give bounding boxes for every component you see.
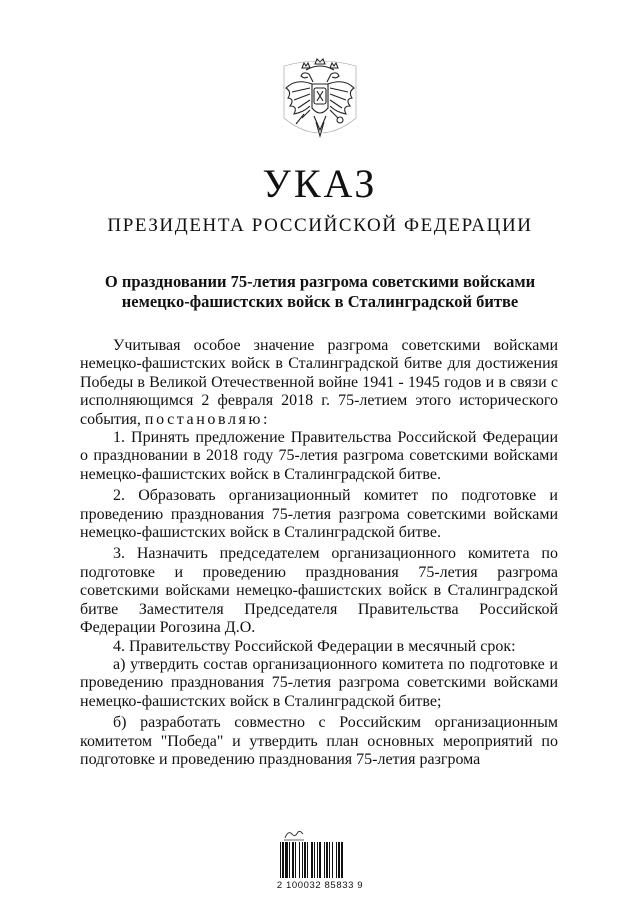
barcode-icon bbox=[279, 842, 361, 878]
item-4b: б) разработать совместно с Российским организационным комитетом "Победа" и утвердить план основных мероприятий по подготовке и проведению празднования 75-летия разгрома bbox=[80, 714, 558, 768]
item-1: 1. Принять предложение Правительства Российской Федерации о праздновании в 2018 году 75-летия разгрома советскими войсками немецко-фашистских войск в Сталинградской битве. bbox=[80, 429, 558, 483]
decree-title-line-1: О праздновании 75-летия разгрома советскими войсками bbox=[104, 272, 536, 291]
barcode-bar bbox=[299, 842, 300, 878]
barcode-bar bbox=[324, 842, 325, 878]
item-2: 2. Образовать организационный комитет по подготовке и проведению празднования 75-летия разгрома советскими войсками немецко-фашистских войск в Сталинградской битве. bbox=[80, 487, 558, 542]
preamble-paragraph bbox=[80, 337, 558, 429]
issuer-title: ПРЕЗИДЕНТА РОССИЙСКОЙ ФЕДЕРАЦИИ bbox=[107, 215, 533, 236]
barcode-bar bbox=[292, 842, 294, 878]
barcode-bar bbox=[302, 842, 303, 878]
item-4: 4. Правительству Российской Федерации в месячный срок: bbox=[113, 637, 516, 655]
barcode-bar bbox=[314, 842, 315, 878]
decree-title bbox=[80, 272, 560, 312]
barcode-bar bbox=[295, 842, 296, 878]
barcode-bar bbox=[289, 842, 290, 878]
russian-coat-of-arms-icon bbox=[282, 58, 358, 144]
barcode-number: 2 100032 85833 9 bbox=[276, 880, 364, 891]
barcode-bar bbox=[280, 842, 281, 878]
barcode-bar bbox=[336, 842, 337, 878]
barcode-bar bbox=[319, 842, 321, 878]
barcode-bar bbox=[338, 842, 340, 878]
barcode-bar bbox=[307, 842, 308, 878]
barcode-bar bbox=[341, 842, 343, 878]
barcode-bar bbox=[282, 842, 284, 878]
barcode-bar bbox=[304, 842, 306, 878]
barcode-bar bbox=[326, 842, 328, 878]
barcode-bar bbox=[317, 842, 318, 878]
barcode-bar bbox=[329, 842, 330, 878]
item-4a: а) утвердить состав организационного комитета по подготовке и проведению празднования 75-летия разгрома советскими войсками немецко-фашистских войск в Сталинградской битве; bbox=[80, 655, 558, 710]
item-3: 3. Назначить председателем организационного комитета по подготовке и проведению празднования 75-летия разгрома советскими войсками немецко-фашистских войск в Сталинградской битве Заместителя Председателя Правительства Российской Федерации Рогозина Д.О. bbox=[80, 545, 558, 637]
print-mark-icon bbox=[282, 828, 306, 842]
barcode-bar bbox=[285, 842, 288, 878]
barcode-bar bbox=[332, 842, 333, 878]
barcode-bar bbox=[311, 842, 313, 878]
decree-title-line-2: немецко-фашистских войск в Сталинградской битве bbox=[121, 292, 519, 311]
decree-body bbox=[80, 337, 558, 769]
resolve-word: постановляю: bbox=[144, 410, 271, 428]
preamble-text: Учитывая особое значение разгрома советскими войсками немецко-фашистских войск в Сталинградской битве для достижения Победы в Великой Отечественной войне 1941 - 1945 годов и в связи с исполняющимся 2 февраля 2018 г. 75-летием этого исторического события, bbox=[80, 337, 558, 428]
decree-word: УКАЗ bbox=[262, 161, 378, 206]
